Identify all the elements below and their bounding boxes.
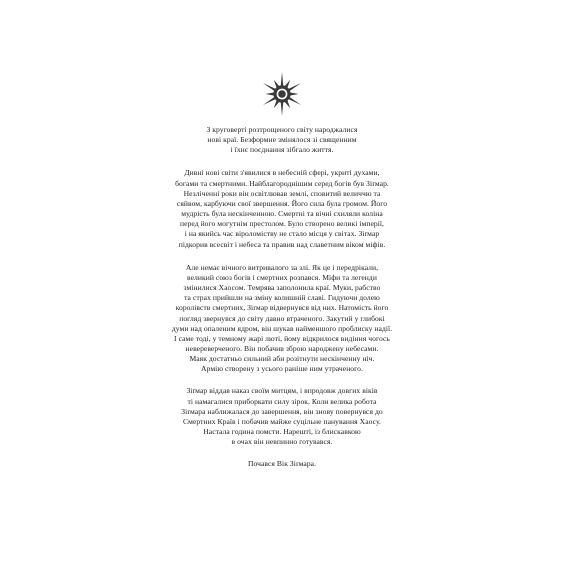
text-line: Але немає вічного витривалого за злі. Як це і передрікали, [185, 262, 379, 272]
text-line: ті намагалися приборкати силу зірок. Коли велика робота [187, 396, 377, 406]
emblem-ray [263, 97, 276, 105]
paragraph-closing [150, 459, 414, 469]
emblem-ray [281, 102, 284, 116]
text-line: думи над опаленим ядром, він шукав найменшого проблиску надії. [171, 323, 393, 333]
text-line: Зіґмар віддав наказ своїм митцям, і впродовж довгих віків [186, 386, 378, 396]
chaos-sun-emblem-icon [257, 69, 307, 119]
paragraph-age-of-chaos [150, 263, 414, 375]
text-line: Настала година помсти. Нарешті, із блискавкою [203, 427, 361, 437]
text-line: великий союз богів і смертних розпався. Міфи та легенди [187, 272, 377, 282]
text-line: нові краї. Безформне змінялося зі священним [207, 135, 357, 145]
text-line: перед його могутнім престолом. Було створено великі імперії, [180, 219, 384, 229]
text-line: підкорив всесвіт і небеса та правив над славетним віком міфів. [178, 239, 386, 249]
text-line: та страх прийшли на зміну колишній славі. Гидуючи долею [184, 293, 380, 303]
paragraph-opening [150, 125, 414, 155]
text-line: Дивні нові світи з'явилися в небесній сфері, укриті духами, [184, 168, 380, 178]
text-line: Армію створену з усього раніше ним утраченого. [201, 364, 363, 374]
text-line: І саме тоді, у темному жарі люті, йому відкрилося видіння чогось [174, 333, 390, 343]
text-line: Маяк достатньо сильний аби розітнути нескінченну ніч. [189, 354, 375, 364]
text-line: Зіґмара наближалася до завершення, він знову повернувся до [181, 406, 383, 416]
text-line: і на якийсь час віроломіству не стало місця у світах. Зіґмар [184, 229, 380, 239]
emblem-ray [290, 92, 299, 95]
text-line: і їхнє поєднання зібгало життя. [230, 145, 334, 155]
text-line: З круговерті розтрощеного світу народжалися [206, 125, 358, 134]
text-line: мудрість була нескінченною. Смертні та вічні схиляли коліна [181, 209, 383, 219]
paragraph-age-of-myth [150, 168, 414, 249]
text-line: невереверченого. Він побачив зброю народжену небесами. [185, 343, 379, 353]
emblem-ray [281, 72, 284, 86]
text-line: Незліченні роки він освітлював землі, сповитий величчю та [183, 188, 381, 198]
text-line: королівств смертних, Зіґмар відвернувся від них. Натомість його [175, 303, 389, 313]
text-line: сяйвом, карбуючи свої звершення. Його сила була громом. Його [176, 198, 388, 208]
intro-text [150, 125, 414, 470]
paragraph-preparation [150, 386, 414, 447]
emblem-ray [288, 97, 301, 105]
text-line: в очах він невпинно готувався. [231, 437, 333, 447]
emblem-ray [288, 83, 301, 91]
text-line: богами та смертними. Найблагороднішим серед богів був Зіґмар. [175, 178, 389, 188]
emblem-ray [266, 92, 275, 95]
text-line: змінилися Хаосом. Темрява заполонила краї. Муки, рабство [183, 283, 381, 293]
text-line: погляд звернувся до світу давно втраченого. Закутий у глибокі [179, 313, 385, 323]
text-line: Смертних Країв і побачив майже суцільне панування Хаосу. [182, 416, 381, 426]
text-line: Почався Вік Зіґмара. [247, 459, 317, 469]
emblem-ray [263, 83, 276, 91]
